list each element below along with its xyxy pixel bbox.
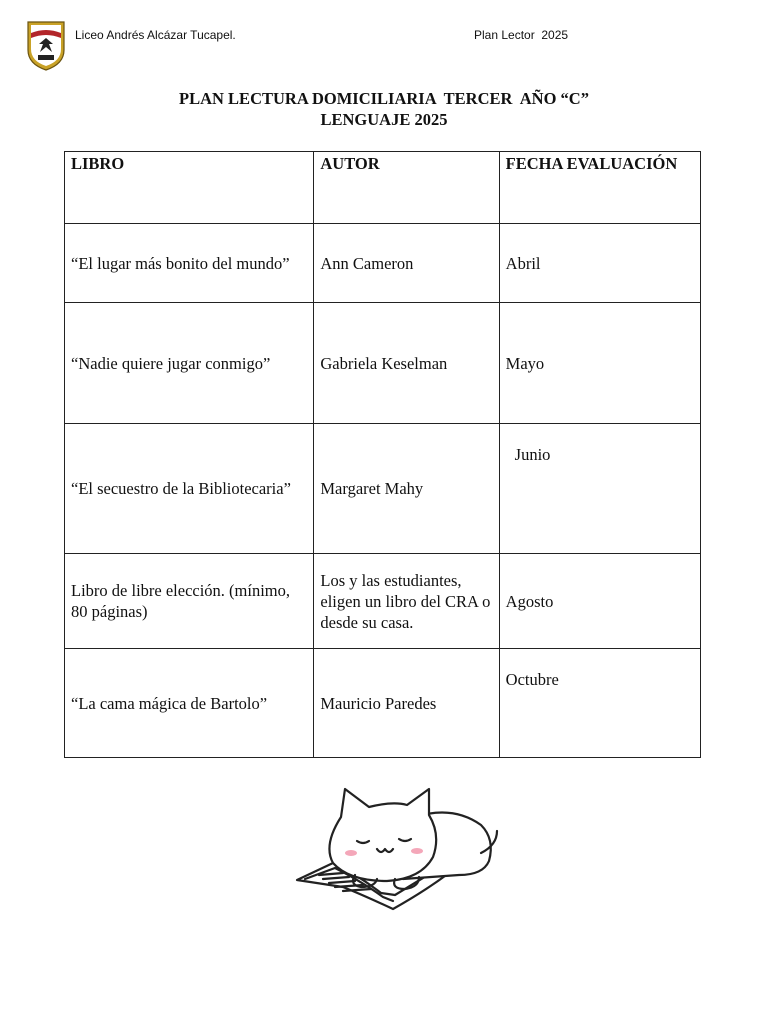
school-crest-icon xyxy=(26,20,66,72)
book-author: Los y las estudiantes, eligen un libro del CRA o desde su casa. xyxy=(314,554,499,649)
table-row xyxy=(65,554,701,649)
header-libro: LIBRO xyxy=(65,152,314,224)
table-header-row xyxy=(65,152,701,224)
book-title: “El secuestro de la Bibliotecaria” xyxy=(65,424,314,554)
cat-reading-book-illustration xyxy=(283,775,507,927)
evaluation-date: Abril xyxy=(499,224,700,303)
book-author: Mauricio Paredes xyxy=(314,649,499,758)
plan-label: Plan Lector 2025 xyxy=(474,28,569,42)
header-fecha: FECHA EVALUACIÓN xyxy=(499,152,700,224)
school-name: Liceo Andrés Alcázar Tucapel. xyxy=(75,28,236,42)
evaluation-date: Junio xyxy=(499,424,700,554)
table-row xyxy=(65,303,701,424)
table-row xyxy=(65,649,701,758)
book-author: Gabriela Keselman xyxy=(314,303,499,424)
book-title: “Nadie quiere jugar conmigo” xyxy=(65,303,314,424)
document-subtitle: LENGUAJE 2025 xyxy=(320,110,448,129)
book-title: “El lugar más bonito del mundo” xyxy=(65,224,314,303)
book-author: Ann Cameron xyxy=(314,224,499,303)
table-row xyxy=(65,224,701,303)
evaluation-date: Octubre xyxy=(499,649,700,758)
book-author: Margaret Mahy xyxy=(314,424,499,554)
table-row xyxy=(65,424,701,554)
header-autor: AUTOR xyxy=(314,152,499,224)
reading-plan-table xyxy=(64,151,701,758)
book-title: Libro de libre elección. (mínimo, 80 páginas) xyxy=(65,554,314,649)
book-title: “La cama mágica de Bartolo” xyxy=(65,649,314,758)
evaluation-date: Agosto xyxy=(499,554,700,649)
document-title: PLAN LECTURA DOMICILIARIA TERCER AÑO “C” xyxy=(179,89,589,108)
evaluation-date: Mayo xyxy=(499,303,700,424)
